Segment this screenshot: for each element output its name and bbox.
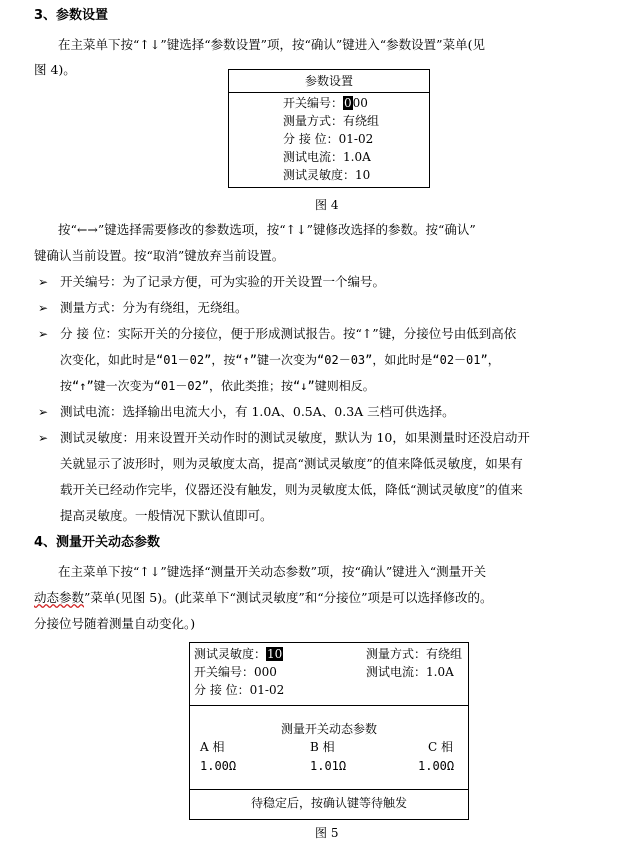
fig4-row-switch-number[interactable] xyxy=(283,95,368,111)
section-3-intro-line-1: 在主菜单下按“↑↓”键选择“参数设置”项，按“确认”键进入“参数设置”菜单(见 xyxy=(58,37,485,52)
fig4-switch-number-label: 开关编号： xyxy=(283,96,344,110)
bullet-marker-5: ➢ xyxy=(38,431,49,445)
bullet-test-current: 测试电流：选择输出电流大小，有 1.0A、0.5A、0.3A 三档可供选择。 xyxy=(60,404,455,419)
figure-4-caption: 图 4 xyxy=(315,198,339,212)
bullet-switch-number: 开关编号：为了记录方便，可为实验的开关设置一个编号。 xyxy=(60,274,386,289)
fig5-divider-top xyxy=(190,705,468,706)
bullet-sensitivity-line-4: 提高灵敏度。一般情况下默认值即可。 xyxy=(60,508,273,523)
figure-4-menu-box xyxy=(228,69,430,188)
bullet-tap-line-3: 按“↑”键一次变为“01－02”，依此类推；按“↓”键则相反。 xyxy=(60,379,375,393)
fig5-test-current-label: 测试电流： xyxy=(366,665,427,679)
fig5-divider-bottom xyxy=(190,789,468,790)
fig5-sensitivity-field[interactable] xyxy=(194,646,283,662)
fig5-phase-b-value: 1.01Ω xyxy=(310,759,347,773)
figure-5-caption: 图 5 xyxy=(315,826,339,840)
bullet-marker-2: ➢ xyxy=(38,301,49,315)
bullet-tap-line-2: 次变化，如此时是“01－02”，按“↑”键一次变为“02－03”，如此时是“02－01”， xyxy=(60,353,500,367)
para-line-2: 键确认当前设置。按“取消”键放弃当前设置。 xyxy=(34,248,285,263)
fig4-sensitivity-value: 10 xyxy=(355,168,371,182)
fig5-sensitivity-label: 测试灵敏度： xyxy=(194,647,267,661)
fig5-switch-number xyxy=(194,664,277,680)
fig5-phase-c-value: 1.00Ω xyxy=(418,759,455,773)
bullet-tap-line-1: 分 接 位：实际开关的分接位，便于形成测试报告。按“↑”键，分接位号由低到高依 xyxy=(60,326,517,341)
fig4-cursor-digit: 0 xyxy=(344,96,352,110)
fig4-row-measure-mode[interactable] xyxy=(283,113,379,129)
section-4-intro-line-2 xyxy=(34,590,493,606)
fig5-tap-position-label: 分 接 位： xyxy=(194,683,250,697)
fig5-phase-a-value: 1.00Ω xyxy=(200,759,237,773)
fig5-test-current xyxy=(366,664,454,680)
fig5-sensitivity-value: 10 xyxy=(267,647,283,661)
fig4-measure-mode-label: 测量方式： xyxy=(283,114,344,128)
bullet-marker-3: ➢ xyxy=(38,327,49,341)
bullet-marker-4: ➢ xyxy=(38,405,49,419)
figure-5-screen-box xyxy=(189,642,469,820)
fig4-test-current-value: 1.0A xyxy=(343,150,371,164)
fig5-phase-b-label: B 相 xyxy=(310,740,335,754)
fig5-switch-number-value: 000 xyxy=(254,665,277,679)
fig4-row-test-current[interactable] xyxy=(283,149,371,165)
bullet-sensitivity-line-1: 测试灵敏度：用来设置开关动作时的测试灵敏度，默认为 10，如果测量时还没启动开 xyxy=(60,430,530,445)
section-4-intro-line-1: 在主菜单下按“↑↓”键选择“测量开关动态参数”项，按“确认”键进入“测量开关 xyxy=(58,564,487,579)
fig5-tap-position-field[interactable] xyxy=(194,682,284,698)
section-4-heading: 4、测量开关动态参数 xyxy=(34,535,161,550)
fig4-row-sensitivity[interactable] xyxy=(283,167,370,183)
fig4-title: 参数设置 xyxy=(304,74,353,88)
fig4-divider xyxy=(229,92,429,93)
fig5-phase-c-label: C 相 xyxy=(428,740,453,754)
bullet-measure-mode: 测量方式：分为有绕组，无绕组。 xyxy=(60,300,248,315)
fig4-switch-number-value: 00 xyxy=(352,96,368,110)
fig5-panel-title: 测量开关动态参数 xyxy=(280,722,377,736)
fig5-phase-a-label: A 相 xyxy=(200,740,225,754)
fig4-sensitivity-label: 测试灵敏度： xyxy=(283,168,356,182)
fig5-test-current-value: 1.0A xyxy=(426,665,454,679)
section-3-heading: 3、参数设置 xyxy=(34,8,109,23)
fig5-measure-mode: 测量方式：有绕组 xyxy=(366,647,463,661)
section-4-intro-line-2-rest: ”菜单(见图 5)。(此菜单下“测试灵敏度”和“分接位”项是可以选择修改的。 xyxy=(84,590,493,605)
fig4-measure-mode-value: 有绕组 xyxy=(343,114,380,128)
section-3-intro-line-2: 图 4)。 xyxy=(34,62,76,77)
fig5-switch-number-label: 开关编号： xyxy=(194,665,255,679)
bullet-marker-1: ➢ xyxy=(38,275,49,289)
bullet-sensitivity-line-2: 关就显示了波形时，则为灵敏度太高，提高“测试灵敏度”的值来降低灵敏度，如果有 xyxy=(60,456,523,471)
fig5-footer-prompt: 待稳定后，按确认键等待触发 xyxy=(250,796,407,810)
para-line-1: 按“←→”键选择需要修改的参数选项，按“↑↓”键修改选择的参数。按“确认” xyxy=(58,222,476,237)
fig4-test-current-label: 测试电流： xyxy=(283,150,344,164)
fig4-row-tap-position[interactable] xyxy=(283,131,373,147)
bullet-sensitivity-line-3: 载开关已经动作完毕，仪器还没有触发，则为灵敏度太低，降低“测试灵敏度”的值来 xyxy=(60,482,523,497)
fig4-tap-position-value: 01-02 xyxy=(338,132,374,146)
section-4-intro-line-3: 分接位号随着测量自动变化。) xyxy=(34,616,196,631)
fig4-tap-position-label: 分 接 位： xyxy=(283,132,339,146)
fig5-tap-position-value: 01-02 xyxy=(249,683,285,697)
section-4-underlined-term: 动态参数 xyxy=(34,590,85,605)
